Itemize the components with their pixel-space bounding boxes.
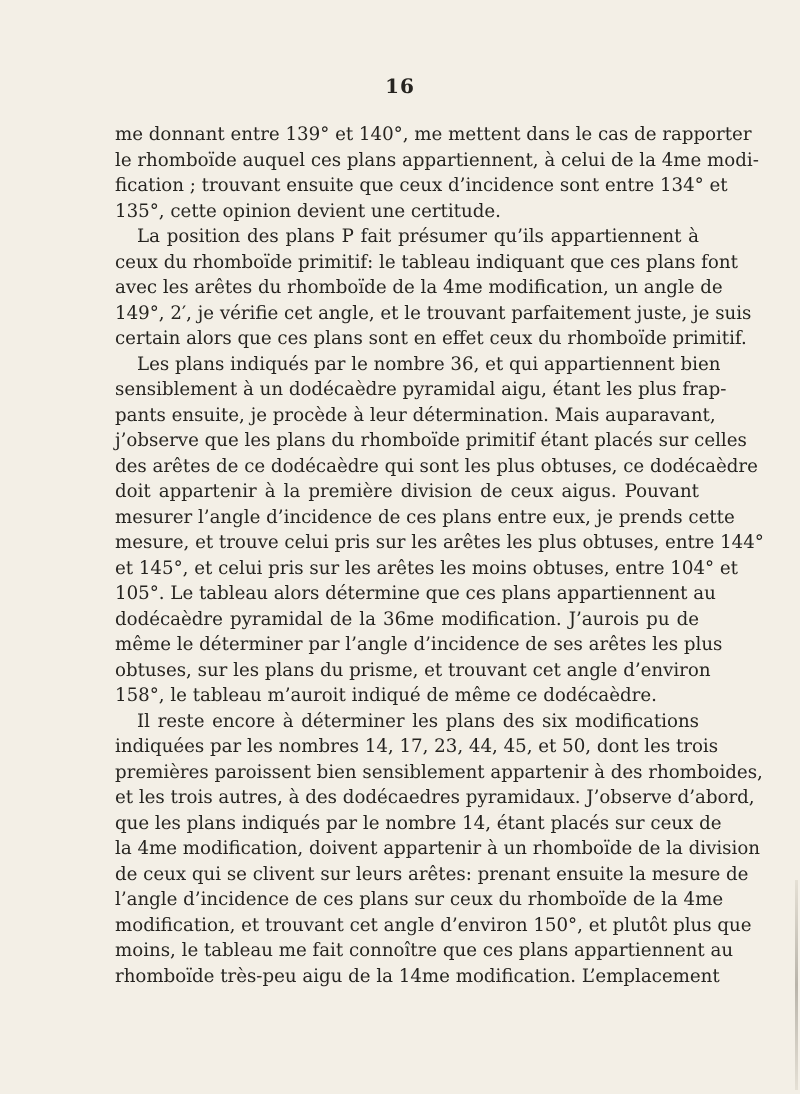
text-line: Il reste encore à déterminer les plans des six modifications [137, 710, 699, 732]
text-line: 105°. Le tableau alors détermine que ces plans appartiennent au [115, 583, 716, 604]
text-line: ceux du rhomboïde primitif: le tableau indiquant que ces plans font [115, 251, 738, 273]
text-line: doit appartenir à la première division de ceux aigus. Pouvant [115, 481, 699, 502]
text-line: rhomboïde très-peu aigu de la 14me modification. L’emplacement [115, 965, 720, 987]
text-line: mesure, et trouve celui pris sur les arêtes les plus obtuses, entre 144° [115, 532, 764, 553]
text-line: premières paroissent bien sensiblement appartenir à des rhomboides, [115, 761, 763, 783]
text-line: fication ; trouvant ensuite que ceux d’incidence sont entre 134° et [115, 175, 728, 196]
text-line: des arêtes de ce dodécaèdre qui sont les plus obtuses, ce dodécaèdre [115, 455, 758, 477]
text-line: Les plans indiqués par le nombre 36, et qui appartiennent bien [137, 353, 721, 375]
text-line: indiquées par les nombres 14, 17, 23, 44, 45, et 50, dont les trois [115, 736, 719, 757]
text-line: même le déterminer par l’angle d’incidence de ses arêtes les plus [115, 634, 723, 655]
text-line: que les plans indiqués par le nombre 14, étant placés sur ceux de [115, 812, 722, 834]
text-line: 135°, cette opinion devient une certitude. [115, 200, 501, 222]
text-line: et les trois autres, à des dodécaedres pyramidaux. J’observe d’abord, [115, 787, 755, 808]
text-line: l’angle d’incidence de ces plans sur ceux du rhomboïde de la 4me [115, 889, 724, 910]
text-line: avec les arêtes du rhomboïde de la 4me modification, un angle de [115, 277, 723, 298]
text-line: 149°, 2′, je vérifie cet angle, et le trouvant parfaitement juste, je suis [115, 302, 752, 324]
page-edge-shadow [795, 880, 798, 1090]
text-line: certain alors que ces plans sont en effet ceux du rhomboïde primitif. [115, 328, 747, 349]
text-line: dodécaèdre pyramidal de la 36me modification. J’aurois pu de [115, 608, 699, 630]
text-line: mesurer l’angle d’incidence de ces plans entre eux, je prends cette [115, 506, 735, 528]
text-line: pants ensuite, je procède à leur détermination. Mais auparavant, [115, 404, 716, 426]
text-line: et 145°, et celui pris sur les arêtes les moins obtuses, entre 104° et [115, 557, 738, 579]
text-line: j’observe que les plans du rhomboïde primitif étant placés sur celles [115, 430, 747, 451]
text-line: de ceux qui se clivent sur leurs arêtes: prenant ensuite la mesure de [115, 863, 749, 885]
page-number: 16 [385, 74, 415, 98]
text-line: le rhomboïde auquel ces plans appartiennent, à celui de la 4me modi- [115, 149, 759, 171]
text-line: 158°, le tableau m’auroit indiqué de même ce dodécaèdre. [115, 685, 657, 706]
text-line: La position des plans P fait présumer qu’ils appartiennent à [137, 226, 699, 247]
text-line: moins, le tableau me fait connoître que ces plans appartiennent au [115, 940, 734, 961]
text-line: me donnant entre 139° et 140°, me mettent dans le cas de rapporter [115, 124, 752, 145]
text-line: modification, et trouvant cet angle d’environ 150°, et plutôt plus que [115, 914, 752, 936]
text-line: la 4me modification, doivent appartenir à un rhomboïde de la division [115, 838, 760, 859]
text-line: obtuses, sur les plans du prisme, et trouvant cet angle d’environ [115, 659, 711, 681]
body-text [115, 122, 764, 989]
text-line: sensiblement à un dodécaèdre pyramidal aigu, étant les plus frap- [115, 379, 727, 400]
